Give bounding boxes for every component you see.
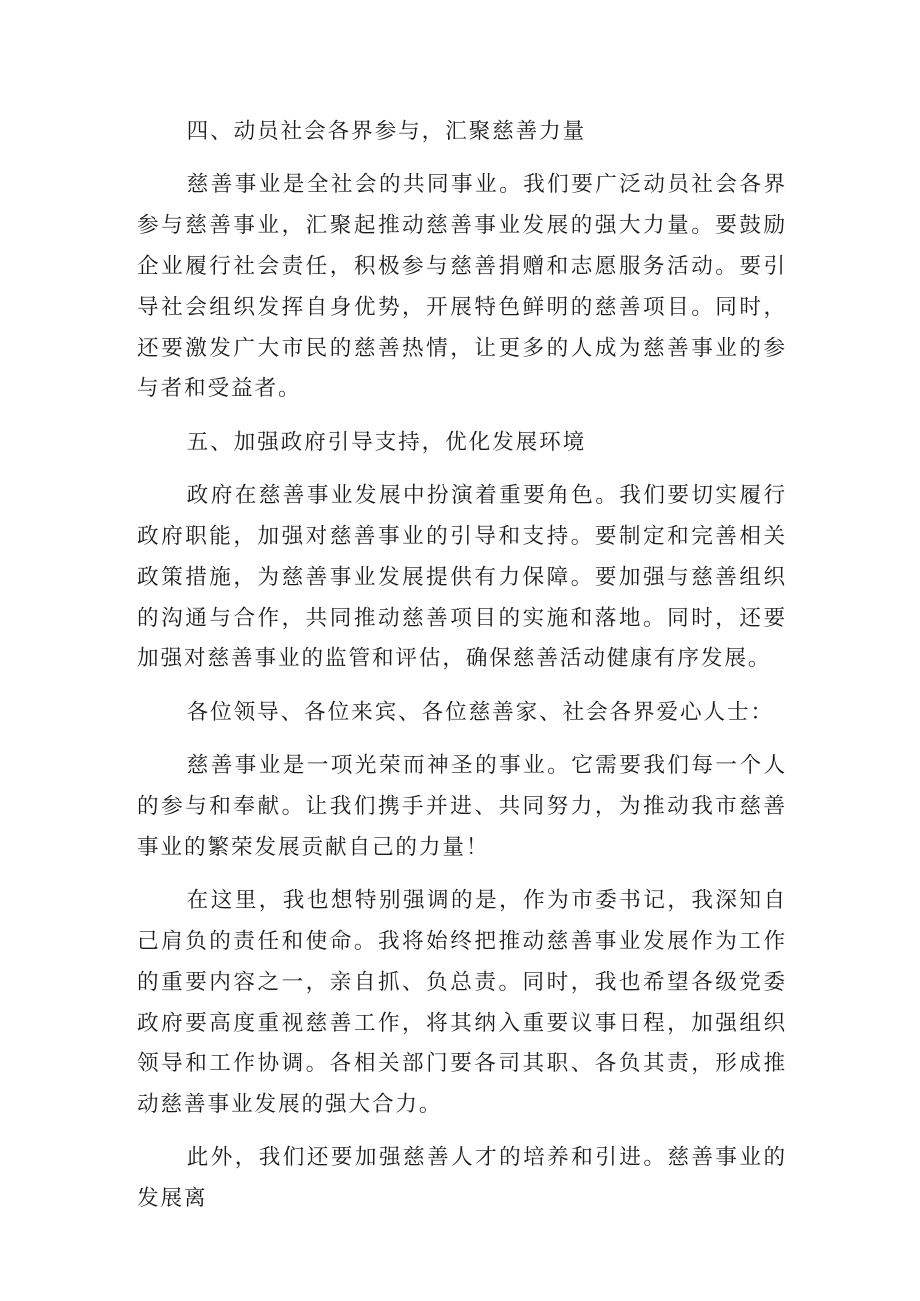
call-to-action-paragraph: 慈善事业是一项光荣而神圣的事业。它需要我们每一个人的参与和奉献。让我们携手并进、共同努力，为推动我市慈善事业的繁荣发展贡献自己的力量！ xyxy=(137,753,787,860)
secretary-responsibility-paragraph: 在这里，我也想特别强调的是，作为市委书记，我深知自己肩负的责任和使命。我将始终把推动慈善事业发展作为工作的重要内容之一，亲自抓、负总责。同时，我也希望各级党委政府要高度重视慈善工作，将其纳入重要议事日程，加强组织领导和工作协调。各相关部门要各司其职、各负其责，形成推动慈善事业发展的强大合力。 xyxy=(137,888,787,1118)
section-4-heading: 四、动员社会各界参与，汇聚慈善力量 xyxy=(186,119,587,144)
section-4-paragraph: 慈善事业是全社会的共同事业。我们要广泛动员社会各界参与慈善事业，汇聚起推动慈善事业发展的强大力量。要鼓励企业履行社会责任，积极参与慈善捐赠和志愿服务活动。要引导社会组织发挥自身优势，开展特色鲜明的慈善项目。同时，还要激发广大市民的慈善热情，让更多的人成为慈善事业的参与者和受益者。 xyxy=(137,172,787,402)
section-5-paragraph: 政府在慈善事业发展中扮演着重要角色。我们要切实履行政府职能，加强对慈善事业的引导和支持。要制定和完善相关政策措施，为慈善事业发展提供有力保障。要加强与慈善组织的沟通与合作，共同推动慈善项目的实施和落地。同时，还要加强对慈善事业的监管和评估，确保慈善活动健康有序发展。 xyxy=(137,483,787,672)
talent-paragraph: 此外，我们还要加强慈善人才的培养和引进。慈善事业的发展离 xyxy=(137,1145,787,1212)
document-body xyxy=(137,112,787,1233)
section-5-heading: 五、加强政府引导支持，优化发展环境 xyxy=(186,429,587,455)
salutation: 各位领导、各位来宾、各位慈善家、社会各界爱心人士： xyxy=(186,699,775,725)
